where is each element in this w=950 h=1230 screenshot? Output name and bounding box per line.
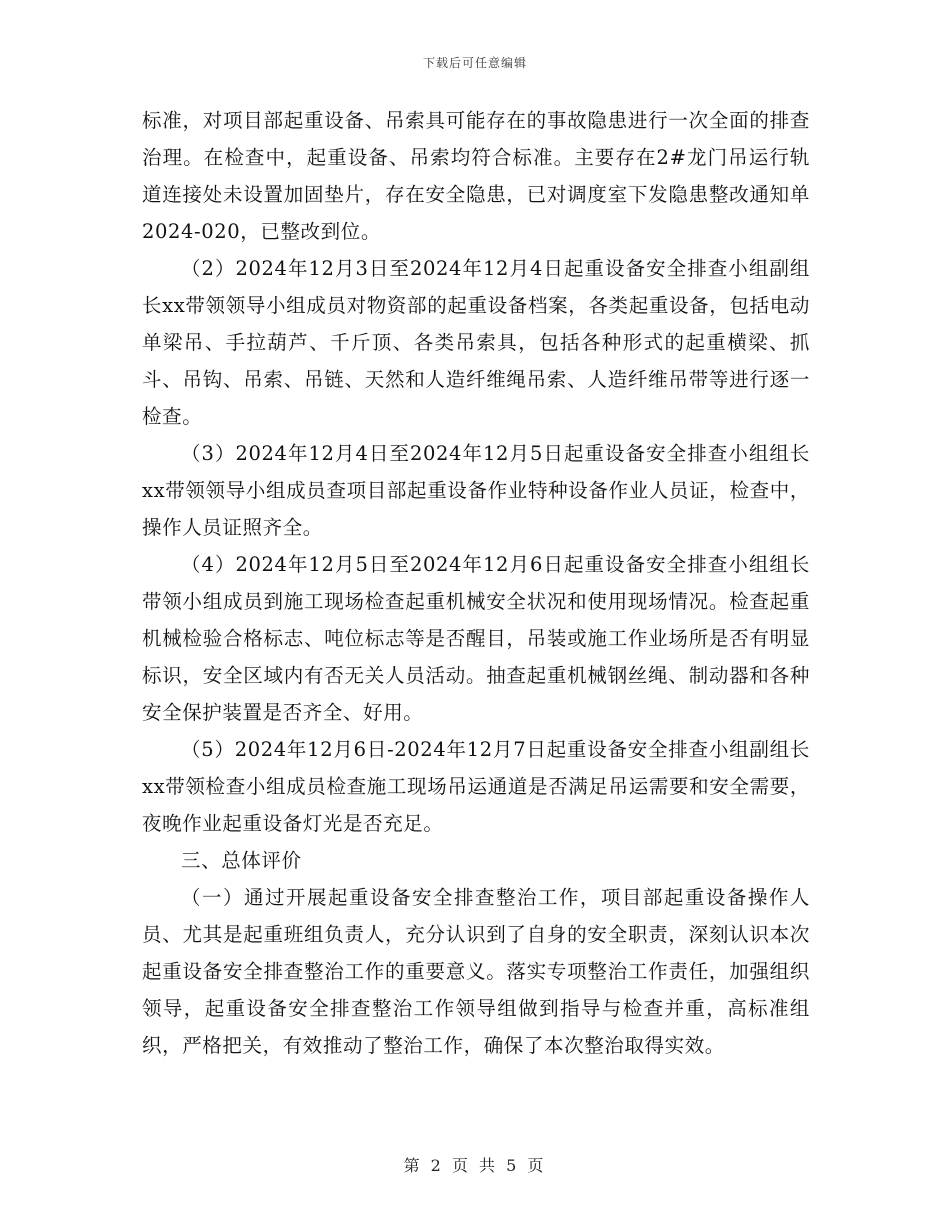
page-header: 下载后可任意编辑 — [422, 56, 527, 70]
paragraph-evaluation-1: （一）通过开展起重设备安全排查整治工作，项目部起重设备操作人员、尤其是起重班组负责人，充分认识到了自身的安全职责，深刻认识本次起重设备安全排查整治工作的重要意义。落实专项整治工作责任，加强组织领导，起重设备安全排查整治工作领导组做到指导与检查并重，高标准组织，严格把关，有效推动了整治工作，确保了本次整治取得实效。 — [142, 886, 810, 1057]
paragraph-item-4: （4）2024年12月5日至2024年12月6日起重设备安全排查小组组长带领小组成员到施工现场检查起重机械安全状况和使用现场情况。检查起重机械检验合格标志、吨位标志等是否醒目，吊装或施工作业场所是否有明显标识，安全区域内有否无关人员活动。抽查起重机械钢丝绳、制动器和各种安全保护装置是否齐全、好用。 — [142, 553, 810, 724]
paragraph-item-3: （3）2024年12月4日至2024年12月5日起重设备安全排查小组组长xx带领领导小组成员查项目部起重设备作业特种设备作业人员证，检查中，操作人员证照齐全。 — [142, 442, 810, 539]
document-body — [142, 102, 810, 1064]
page-number-footer: 第 2 页 共 5 页 — [403, 1156, 547, 1175]
section-heading-overall-evaluation: 三、总体评价 — [181, 849, 302, 872]
paragraph-item-2: （2）2024年12月3日至2024年12月4日起重设备安全排查小组副组长xx带领领导小组成员对物资部的起重设备档案，各类起重设备，包括电动单梁吊、手拉葫芦、千斤顶、各类吊索具，包括各种形式的起重横梁、抓斗、吊钩、吊索、吊链、天然和人造纤维绳吊索、人造纤维吊带等进行逐一检查。 — [142, 257, 810, 428]
paragraph-continuation: 标准，对项目部起重设备、吊索具可能存在的事故隐患进行一次全面的排查治理。在检查中，起重设备、吊索均符合标准。主要存在2#龙门吊运行轨道连接处未设置加固垫片，存在安全隐患，已对调度室下发隐患整改通知单2024-020，已整改到位。 — [142, 109, 810, 243]
paragraph-item-5: （5）2024年12月6日-2024年12月7日起重设备安全排查小组副组长xx带领检查小组成员检查施工现场吊运通道是否满足吊运需要和安全需要，夜晚作业起重设备灯光是否充足。 — [142, 738, 810, 835]
